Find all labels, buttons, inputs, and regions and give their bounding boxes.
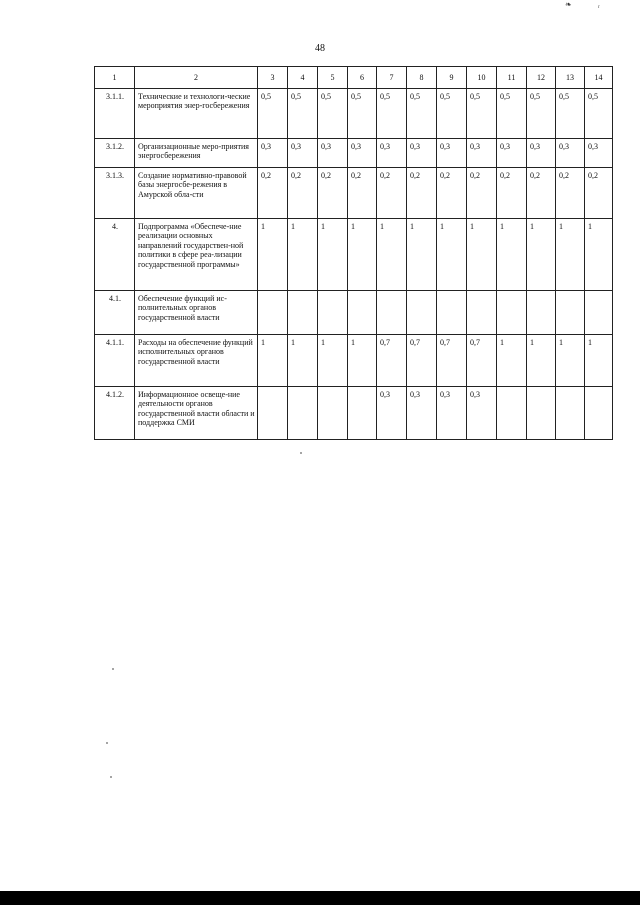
value-cell [348, 290, 377, 334]
value-cell: 1 [585, 334, 613, 386]
column-header: 4 [288, 67, 318, 89]
value-cell: 0,5 [258, 88, 288, 138]
column-header: 13 [556, 67, 585, 89]
table-row [95, 167, 613, 218]
value-cell: 0,3 [407, 138, 437, 167]
value-cell: 1 [348, 218, 377, 290]
value-cell: 1 [318, 218, 348, 290]
value-cell: 0,2 [527, 167, 556, 218]
value-cell: 0,7 [437, 334, 467, 386]
value-cell: 0,3 [467, 138, 497, 167]
value-cell: 0,5 [407, 88, 437, 138]
value-cell: 1 [377, 218, 407, 290]
value-cell [437, 290, 467, 334]
value-cell [497, 386, 527, 439]
row-name: Создание нормативно-правовой базы энергосбе-режения в Амурской обла-сти [135, 167, 258, 218]
value-cell: 0,5 [556, 88, 585, 138]
value-cell: 0,3 [377, 386, 407, 439]
value-cell: 1 [497, 334, 527, 386]
value-cell: 0,5 [318, 88, 348, 138]
value-cell: 0,2 [467, 167, 497, 218]
value-cell: 0,3 [407, 386, 437, 439]
value-cell: 0,2 [556, 167, 585, 218]
value-cell: 0,2 [437, 167, 467, 218]
scan-speck [112, 668, 114, 670]
scan-speck [106, 742, 108, 744]
value-cell [556, 290, 585, 334]
value-cell: 0,5 [288, 88, 318, 138]
value-cell: 0,7 [467, 334, 497, 386]
row-code: 4.1.2. [95, 386, 135, 439]
value-cell: 1 [437, 218, 467, 290]
column-header: 10 [467, 67, 497, 89]
value-cell: 0,2 [377, 167, 407, 218]
value-cell: 0,2 [318, 167, 348, 218]
value-cell: 0,7 [377, 334, 407, 386]
value-cell: 0,3 [585, 138, 613, 167]
value-cell: 1 [288, 218, 318, 290]
value-cell [377, 290, 407, 334]
value-cell: 1 [527, 334, 556, 386]
value-cell [348, 386, 377, 439]
column-header: 7 [377, 67, 407, 89]
value-cell [288, 290, 318, 334]
value-cell [258, 290, 288, 334]
table-row [95, 386, 613, 439]
value-cell: 1 [497, 218, 527, 290]
table-row [95, 218, 613, 290]
value-cell [497, 290, 527, 334]
scan-speck [300, 452, 302, 454]
value-cell: 1 [527, 218, 556, 290]
row-code: 3.1.2. [95, 138, 135, 167]
value-cell: 1 [258, 334, 288, 386]
row-code: 4.1. [95, 290, 135, 334]
value-cell: 0,2 [258, 167, 288, 218]
value-cell: 0,5 [467, 88, 497, 138]
value-cell: 0,3 [437, 386, 467, 439]
value-cell: 0,3 [288, 138, 318, 167]
value-cell: 0,2 [407, 167, 437, 218]
scan-speck [110, 776, 112, 778]
value-cell: 1 [556, 334, 585, 386]
value-cell: 0,7 [407, 334, 437, 386]
row-code: 3.1.3. [95, 167, 135, 218]
value-cell [527, 290, 556, 334]
row-code: 3.1.1. [95, 88, 135, 138]
value-cell: 0,5 [585, 88, 613, 138]
value-cell: 0,5 [527, 88, 556, 138]
value-cell: 0,5 [348, 88, 377, 138]
value-cell: 1 [467, 218, 497, 290]
value-cell: 0,3 [318, 138, 348, 167]
value-cell: 0,3 [377, 138, 407, 167]
value-cell: 0,2 [585, 167, 613, 218]
column-header: 3 [258, 67, 288, 89]
column-header: 8 [407, 67, 437, 89]
value-cell: 1 [348, 334, 377, 386]
row-name: Расходы на обеспечение функций исполнительных органов государственной власти [135, 334, 258, 386]
value-cell [288, 386, 318, 439]
value-cell [258, 386, 288, 439]
scan-edge [0, 891, 640, 905]
value-cell: 1 [288, 334, 318, 386]
value-cell: 0,3 [258, 138, 288, 167]
column-header: 11 [497, 67, 527, 89]
value-cell: 0,5 [497, 88, 527, 138]
column-header: 9 [437, 67, 467, 89]
column-header: 14 [585, 67, 613, 89]
value-cell: 0,3 [497, 138, 527, 167]
table-row [95, 290, 613, 334]
value-cell: 1 [585, 218, 613, 290]
scan-mark: ʳ [598, 3, 600, 12]
value-cell [585, 290, 613, 334]
value-cell [527, 386, 556, 439]
value-cell: 1 [318, 334, 348, 386]
data-table [94, 66, 613, 440]
row-name: Обеспечение функций ис-полнительных органов государственной власти [135, 290, 258, 334]
page-number: 48 [315, 43, 325, 54]
column-header: 6 [348, 67, 377, 89]
value-cell: 1 [407, 218, 437, 290]
row-code: 4. [95, 218, 135, 290]
table-row [95, 138, 613, 167]
value-cell: 0,5 [437, 88, 467, 138]
value-cell: 0,3 [467, 386, 497, 439]
value-cell: 1 [258, 218, 288, 290]
row-name: Подпрограмма «Обеспече-ние реализации основных направлений государствен-ной политики в сфере реа-лизации государственной программы» [135, 218, 258, 290]
header-row [95, 67, 613, 89]
value-cell: 0,2 [497, 167, 527, 218]
column-header: 12 [527, 67, 556, 89]
value-cell: 0,5 [377, 88, 407, 138]
value-cell [556, 386, 585, 439]
table-row [95, 88, 613, 138]
value-cell: 0,3 [437, 138, 467, 167]
value-cell [467, 290, 497, 334]
value-cell: 0,3 [556, 138, 585, 167]
value-cell: 0,3 [527, 138, 556, 167]
row-name: Организационные меро-приятия энергосбережения [135, 138, 258, 167]
value-cell: 0,2 [348, 167, 377, 218]
value-cell [318, 290, 348, 334]
row-name: Технические и технологи-ческие мероприятия энер-госбережения [135, 88, 258, 138]
row-name: Информационное освеще-ние деятельности органов государственной власти области и поддержка СМИ [135, 386, 258, 439]
table-row [95, 334, 613, 386]
value-cell [407, 290, 437, 334]
value-cell: 1 [556, 218, 585, 290]
scan-mark: ❧ [565, 0, 572, 9]
value-cell: 0,2 [288, 167, 318, 218]
value-cell [318, 386, 348, 439]
value-cell [585, 386, 613, 439]
row-code: 4.1.1. [95, 334, 135, 386]
column-header: 5 [318, 67, 348, 89]
column-header: 2 [135, 67, 258, 89]
column-header: 1 [95, 67, 135, 89]
value-cell: 0,3 [348, 138, 377, 167]
